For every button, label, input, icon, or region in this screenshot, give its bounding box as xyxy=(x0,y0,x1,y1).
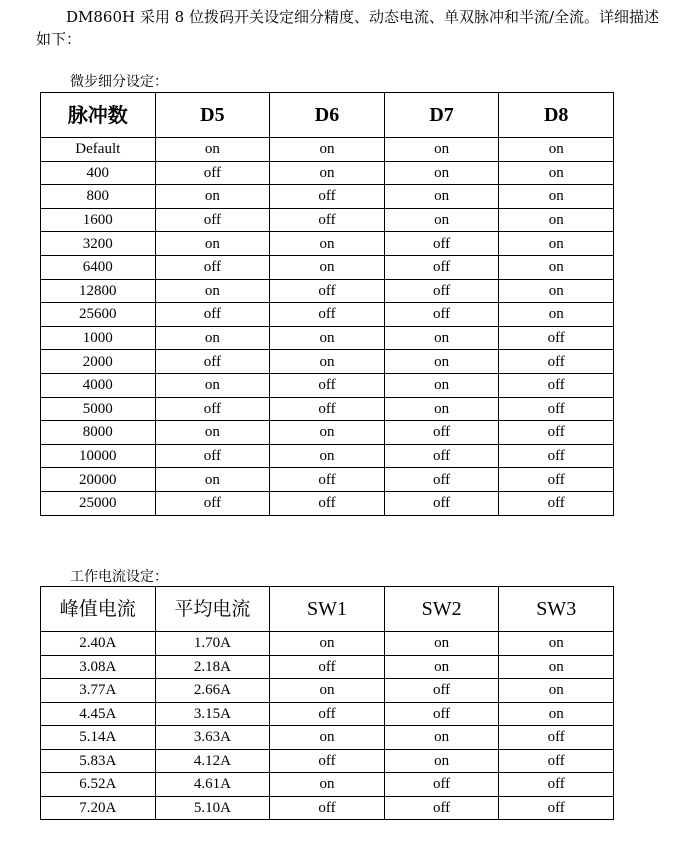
table-cell: on xyxy=(270,773,385,797)
table-row xyxy=(41,138,614,162)
table-cell: off xyxy=(270,208,385,232)
table-cell: off xyxy=(155,208,270,232)
table-cell: on xyxy=(270,350,385,374)
current-header-cell: SW2 xyxy=(384,587,499,632)
table-cell: on xyxy=(384,138,499,162)
microstep-caption: 微步细分设定： xyxy=(70,74,168,90)
table-cell: on xyxy=(270,255,385,279)
table-cell: on xyxy=(384,161,499,185)
table-cell: 6400 xyxy=(41,255,156,279)
table-cell: 25000 xyxy=(41,491,156,515)
table-cell: off xyxy=(499,421,614,445)
table-cell: off xyxy=(155,303,270,327)
microstep-body xyxy=(41,138,614,516)
table-cell: Default xyxy=(41,138,156,162)
table-cell: on xyxy=(270,421,385,445)
table-cell: off xyxy=(270,491,385,515)
table-cell: 12800 xyxy=(41,279,156,303)
table-cell: on xyxy=(270,632,385,656)
microstep-header-cell: D5 xyxy=(155,93,270,138)
current-header-cell: SW1 xyxy=(270,587,385,632)
table-row xyxy=(41,279,614,303)
table-cell: on xyxy=(155,185,270,209)
table-cell: off xyxy=(499,726,614,750)
table-row xyxy=(41,208,614,232)
table-cell: off xyxy=(270,702,385,726)
table-cell: off xyxy=(270,279,385,303)
table-cell: off xyxy=(270,655,385,679)
table-cell: off xyxy=(384,679,499,703)
current-header-row xyxy=(41,587,614,632)
table-cell: off xyxy=(499,373,614,397)
table-cell: on xyxy=(499,232,614,256)
table-cell: on xyxy=(270,726,385,750)
table-cell: 7.20A xyxy=(41,796,156,820)
table-row xyxy=(41,373,614,397)
table-cell: on xyxy=(155,279,270,303)
table-cell: on xyxy=(270,161,385,185)
table-cell: on xyxy=(384,749,499,773)
table-cell: off xyxy=(499,397,614,421)
table-cell: 5000 xyxy=(41,397,156,421)
table-cell: 8000 xyxy=(41,421,156,445)
table-cell: off xyxy=(155,350,270,374)
table-cell: 5.10A xyxy=(155,796,270,820)
microstep-header-cell: 脉冲数 xyxy=(41,93,156,138)
table-cell: 2.18A xyxy=(155,655,270,679)
table-row xyxy=(41,161,614,185)
table-cell: 2.40A xyxy=(41,632,156,656)
table-cell: on xyxy=(384,655,499,679)
table-cell: off xyxy=(155,255,270,279)
table-cell: on xyxy=(270,138,385,162)
table-cell: 3200 xyxy=(41,232,156,256)
table-cell: off xyxy=(155,397,270,421)
table-row xyxy=(41,255,614,279)
table-cell: 4000 xyxy=(41,373,156,397)
table-cell: off xyxy=(155,491,270,515)
table-cell: off xyxy=(270,397,385,421)
table-row xyxy=(41,679,614,703)
table-row xyxy=(41,350,614,374)
table-cell: off xyxy=(384,702,499,726)
table-row xyxy=(41,726,614,750)
table-cell: off xyxy=(384,279,499,303)
table-cell: on xyxy=(270,232,385,256)
current-header-cell: 峰值电流 xyxy=(41,587,156,632)
table-cell: 4.61A xyxy=(155,773,270,797)
table-cell: on xyxy=(499,632,614,656)
table-cell: on xyxy=(155,373,270,397)
table-cell: 5.14A xyxy=(41,726,156,750)
table-cell: 4.12A xyxy=(155,749,270,773)
table-cell: on xyxy=(384,208,499,232)
table-cell: on xyxy=(155,326,270,350)
table-cell: on xyxy=(499,679,614,703)
current-header-cell: SW3 xyxy=(499,587,614,632)
table-cell: off xyxy=(384,468,499,492)
table-cell: on xyxy=(384,185,499,209)
table-row xyxy=(41,468,614,492)
table-cell: 400 xyxy=(41,161,156,185)
table-cell: off xyxy=(384,255,499,279)
table-row xyxy=(41,421,614,445)
table-row xyxy=(41,185,614,209)
table-row xyxy=(41,773,614,797)
table-cell: off xyxy=(499,796,614,820)
table-cell: on xyxy=(499,655,614,679)
table-cell: on xyxy=(270,444,385,468)
table-cell: on xyxy=(384,726,499,750)
table-cell: 6.52A xyxy=(41,773,156,797)
table-cell: off xyxy=(384,444,499,468)
table-cell: on xyxy=(384,632,499,656)
table-cell: off xyxy=(499,749,614,773)
table-row xyxy=(41,397,614,421)
table-cell: on xyxy=(155,232,270,256)
table-cell: off xyxy=(270,373,385,397)
table-cell: on xyxy=(155,138,270,162)
table-cell: 25600 xyxy=(41,303,156,327)
table-cell: 4.45A xyxy=(41,702,156,726)
table-cell: on xyxy=(270,326,385,350)
table-cell: 3.08A xyxy=(41,655,156,679)
table-cell: off xyxy=(499,468,614,492)
table-cell: off xyxy=(155,161,270,185)
table-cell: off xyxy=(155,444,270,468)
table-cell: off xyxy=(384,421,499,445)
current-header-cell: 平均电流 xyxy=(155,587,270,632)
table-cell: 1600 xyxy=(41,208,156,232)
table-cell: 10000 xyxy=(41,444,156,468)
current-caption: 工作电流设定： xyxy=(70,569,168,585)
table-cell: off xyxy=(270,185,385,209)
table-cell: 5.83A xyxy=(41,749,156,773)
table-cell: 20000 xyxy=(41,468,156,492)
table-cell: off xyxy=(270,303,385,327)
table-cell: off xyxy=(384,491,499,515)
table-row xyxy=(41,632,614,656)
table-cell: off xyxy=(270,796,385,820)
microstep-header-cell: D6 xyxy=(270,93,385,138)
table-cell: off xyxy=(384,796,499,820)
microstep-table xyxy=(40,92,614,516)
table-row xyxy=(41,749,614,773)
table-cell: on xyxy=(384,397,499,421)
table-cell: on xyxy=(155,468,270,492)
table-cell: on xyxy=(499,138,614,162)
microstep-header-cell: D7 xyxy=(384,93,499,138)
table-cell: 2.66A xyxy=(155,679,270,703)
table-row xyxy=(41,303,614,327)
table-cell: on xyxy=(270,679,385,703)
table-row xyxy=(41,444,614,468)
table-cell: on xyxy=(499,161,614,185)
table-cell: on xyxy=(499,303,614,327)
table-cell: off xyxy=(384,303,499,327)
table-cell: 3.77A xyxy=(41,679,156,703)
table-cell: on xyxy=(499,208,614,232)
table-cell: on xyxy=(155,421,270,445)
table-row xyxy=(41,655,614,679)
table-cell: on xyxy=(499,255,614,279)
table-cell: off xyxy=(499,350,614,374)
table-cell: on xyxy=(499,279,614,303)
microstep-header-cell: D8 xyxy=(499,93,614,138)
intro-paragraph: DM860H 采用 8 位拨码开关设定细分精度、动态电流、单双脉冲和半流/全流。详细描述如下： xyxy=(36,8,660,48)
table-cell: on xyxy=(384,350,499,374)
table-cell: off xyxy=(499,444,614,468)
table-cell: off xyxy=(499,773,614,797)
table-cell: on xyxy=(384,326,499,350)
table-row xyxy=(41,702,614,726)
table-cell: on xyxy=(384,373,499,397)
table-cell: off xyxy=(384,232,499,256)
current-body xyxy=(41,632,614,820)
table-cell: on xyxy=(499,702,614,726)
current-table xyxy=(40,586,614,820)
table-cell: 2000 xyxy=(41,350,156,374)
table-cell: 3.15A xyxy=(155,702,270,726)
table-cell: 1000 xyxy=(41,326,156,350)
table-cell: off xyxy=(270,749,385,773)
table-cell: off xyxy=(270,468,385,492)
table-cell: on xyxy=(499,185,614,209)
table-row xyxy=(41,491,614,515)
table-row xyxy=(41,232,614,256)
table-cell: off xyxy=(499,491,614,515)
table-cell: 1.70A xyxy=(155,632,270,656)
table-row xyxy=(41,796,614,820)
table-cell: 3.63A xyxy=(155,726,270,750)
table-cell: off xyxy=(384,773,499,797)
table-row xyxy=(41,326,614,350)
microstep-header-row xyxy=(41,93,614,138)
table-cell: off xyxy=(499,326,614,350)
table-cell: 800 xyxy=(41,185,156,209)
